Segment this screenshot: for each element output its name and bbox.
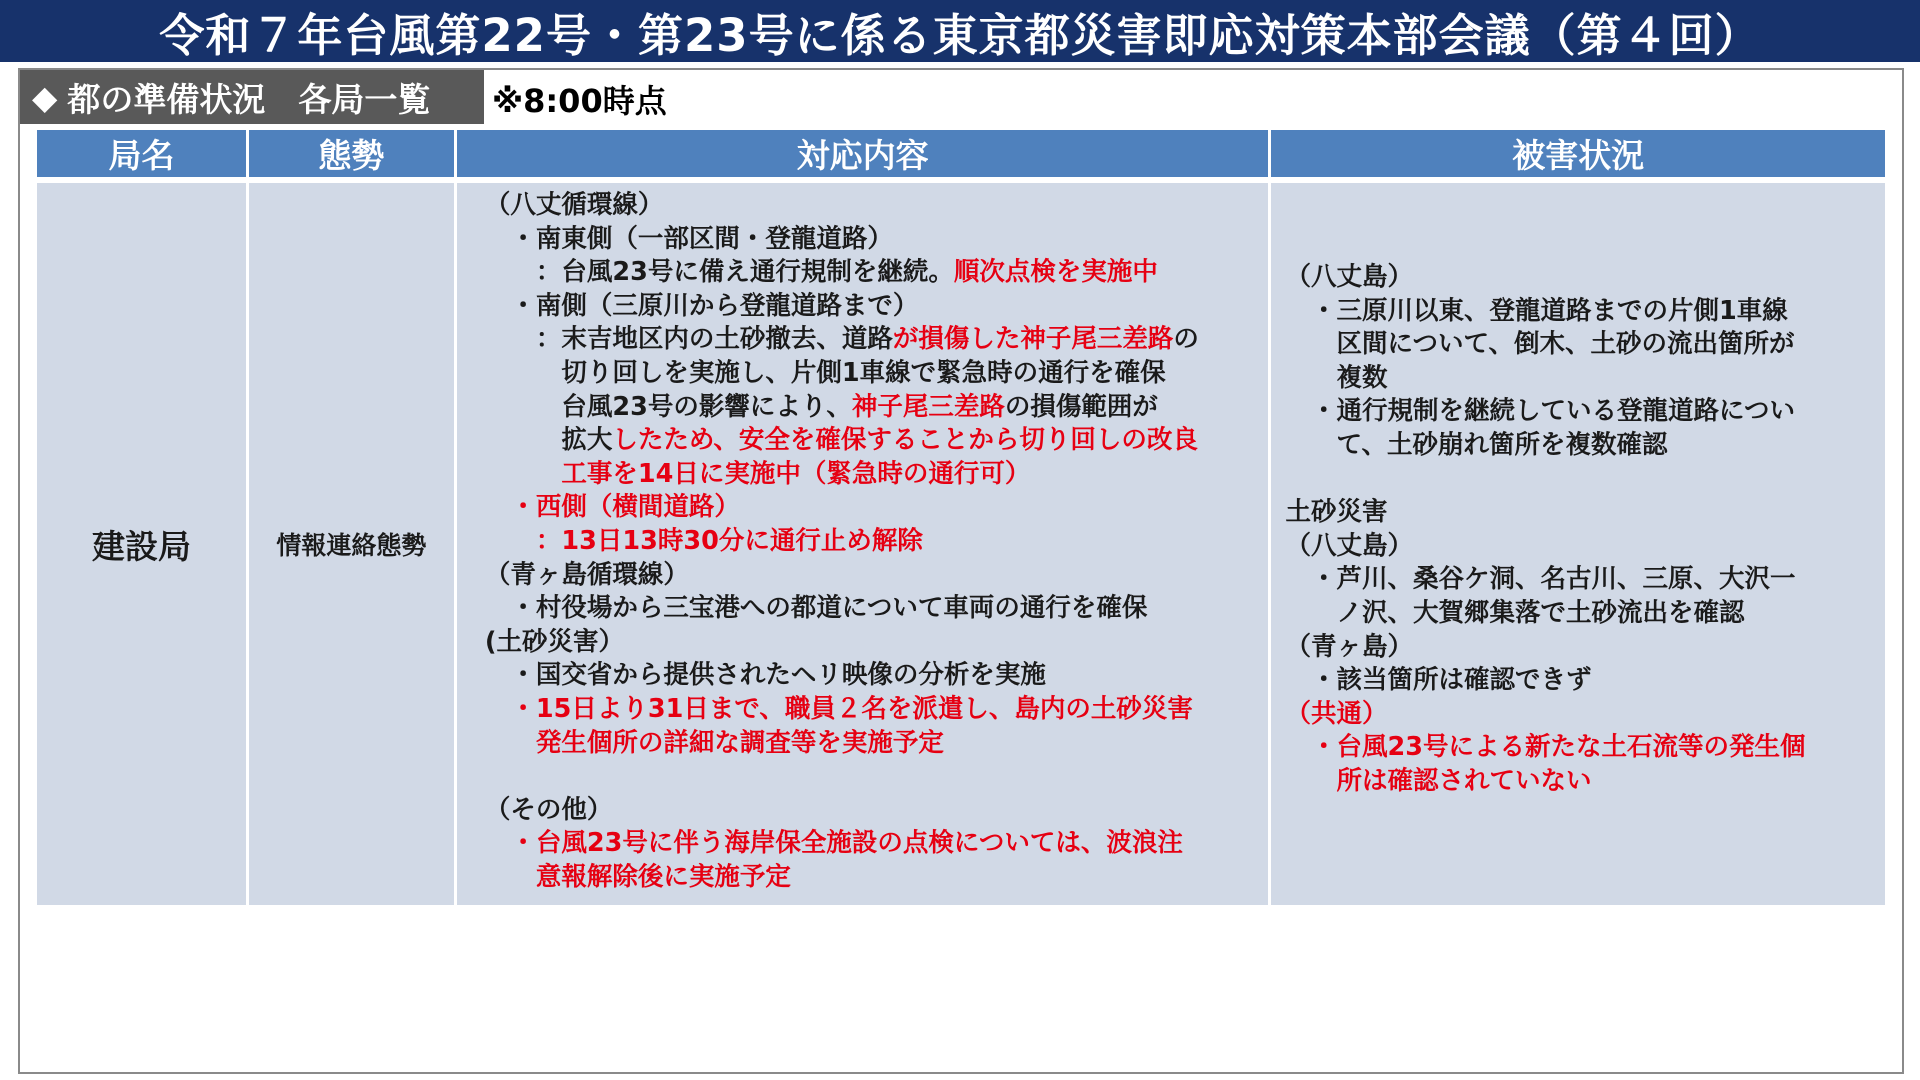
text-line xyxy=(485,559,1269,593)
text-line xyxy=(1285,664,1885,698)
text-line xyxy=(1285,563,1885,597)
text-line xyxy=(485,189,1269,223)
body-text: 土砂災害 xyxy=(1285,497,1388,528)
response-cell xyxy=(457,183,1269,905)
text-line xyxy=(1285,731,1885,765)
header-response: 対応内容 xyxy=(457,130,1269,183)
text-line xyxy=(1285,698,1885,732)
text-line xyxy=(485,727,1269,761)
body-text: ・南側（三原川から登龍道路まで） xyxy=(484,290,919,321)
text-line xyxy=(485,626,1269,660)
text-line xyxy=(485,424,1269,458)
highlight-text: 工事を14日に実施中（緊急時の通行可） xyxy=(484,458,1031,489)
body-text: ・該当箇所は確認できず xyxy=(1285,665,1592,696)
highlight-text: ・西側（横間道路） xyxy=(484,492,740,523)
text-line xyxy=(485,290,1269,324)
highlight-text: （共通） xyxy=(1285,698,1388,729)
text-line xyxy=(1285,496,1885,530)
section-label-text: 都の準備状況 各局一覧 xyxy=(67,79,431,119)
body-text: ・村役場から三宝港への都道について車両の通行を確保 xyxy=(484,593,1148,624)
text-line xyxy=(485,491,1269,525)
highlight-text: ・台風23号による新たな土石流等の発生個 xyxy=(1285,732,1806,763)
diamond-bullet-icon: ◆ xyxy=(32,77,58,117)
text-line xyxy=(485,391,1269,425)
body-text: ・通行規制を継続している登龍道路につい xyxy=(1285,396,1795,427)
body-text: 拡大 xyxy=(484,425,613,456)
text-line xyxy=(485,693,1269,727)
text-line xyxy=(1285,362,1885,396)
highlight-text: 順次点検を実施中 xyxy=(953,257,1158,288)
body-text: （八丈循環線） xyxy=(484,190,664,220)
text-line xyxy=(1285,631,1885,665)
body-text: の xyxy=(1173,324,1199,355)
text-line xyxy=(485,458,1269,492)
body-text: ・国交省から提供されたヘリ映像の分析を実施 xyxy=(484,660,1046,691)
body-text: 区間について、倒木、土砂の流出箇所が xyxy=(1285,329,1795,360)
body-text: 複数 xyxy=(1285,362,1388,393)
text-line xyxy=(1285,261,1885,295)
text-line xyxy=(485,827,1269,861)
text-line xyxy=(485,794,1269,828)
section-label xyxy=(20,70,484,124)
body-text: （八丈島） xyxy=(1285,262,1413,292)
header-damage: 被害状況 xyxy=(1271,130,1885,183)
response-text xyxy=(485,189,1269,894)
damage-text xyxy=(1285,261,1885,799)
body-text: （その他） xyxy=(484,794,613,825)
time-note: ※8:00時点 xyxy=(492,82,667,120)
header-stance: 態勢 xyxy=(249,130,454,183)
text-line xyxy=(485,592,1269,626)
text-line xyxy=(485,525,1269,559)
table-header-row xyxy=(37,130,1885,183)
highlight-text: 意報解除後に実施予定 xyxy=(484,861,791,892)
body-text: ：台風23号に備え通行規制を継続。 xyxy=(484,257,954,288)
body-text: ・三原川以東、登龍道路までの片側1車線 xyxy=(1285,295,1788,326)
text-line xyxy=(1285,765,1885,799)
table-row xyxy=(37,183,1885,905)
text-line xyxy=(1285,429,1885,463)
text-line xyxy=(1285,463,1885,497)
text-line xyxy=(1285,530,1885,564)
text-line xyxy=(1285,328,1885,362)
text-line xyxy=(1285,597,1885,631)
highlight-text: 神子尾三差路 xyxy=(851,391,1005,422)
bureau-cell: 建設局 xyxy=(37,183,246,905)
body-text: (土砂災害） xyxy=(484,626,625,657)
damage-cell xyxy=(1271,183,1885,905)
text-line xyxy=(485,323,1269,357)
highlight-text: が損傷した神子尾三差路 xyxy=(892,324,1174,355)
body-text: 台風23号の影響により、 xyxy=(484,391,852,422)
status-table xyxy=(34,130,1888,905)
page-title: 令和７年台風第22号・第23号に係る東京都災害即応対策本部会議（第４回） xyxy=(0,0,1920,62)
text-line xyxy=(485,357,1269,391)
text-line xyxy=(485,223,1269,257)
text-line xyxy=(1285,295,1885,329)
body-text: （青ヶ島循環線） xyxy=(484,559,689,590)
highlight-text: したため、安全を確保することから切り回しの改良 xyxy=(612,425,1198,456)
body-text: ・南東側（一部区間・登龍道路） xyxy=(484,223,893,254)
body-text: ノ沢、大賀郷集落で土砂流出を確認 xyxy=(1285,597,1745,628)
text-line xyxy=(485,659,1269,693)
body-text: ：末吉地区内の土砂撤去、道路 xyxy=(484,324,893,355)
body-text: ・芦川、桑谷ケ洞、名古川、三原、大沢一 xyxy=(1285,564,1796,595)
text-line xyxy=(485,861,1269,895)
text-line xyxy=(485,760,1269,794)
highlight-text: 発生個所の詳細な調査等を実施予定 xyxy=(484,727,944,758)
highlight-text: ・台風23号に伴う海岸保全施設の点検については、波浪注 xyxy=(484,828,1183,859)
highlight-text: 所は確認されていない xyxy=(1285,765,1592,796)
highlight-text: ：13日13時30分に通行止め解除 xyxy=(484,525,923,556)
header-bureau: 局名 xyxy=(37,130,246,183)
highlight-text: ・15日より31日まで、職員２名を派遣し、島内の土砂災害 xyxy=(484,693,1193,724)
body-text: て、土砂崩れ箇所を複数確認 xyxy=(1285,429,1668,460)
body-text: （八丈島） xyxy=(1285,530,1413,561)
body-text: （青ヶ島） xyxy=(1285,631,1413,662)
stance-cell: 情報連絡態勢 xyxy=(249,183,454,905)
body-text: 切り回しを実施し、片側1車線で緊急時の通行を確保 xyxy=(484,357,1166,388)
text-line xyxy=(1285,395,1885,429)
text-line xyxy=(485,256,1269,290)
body-text: の損傷範囲が xyxy=(1004,391,1158,422)
